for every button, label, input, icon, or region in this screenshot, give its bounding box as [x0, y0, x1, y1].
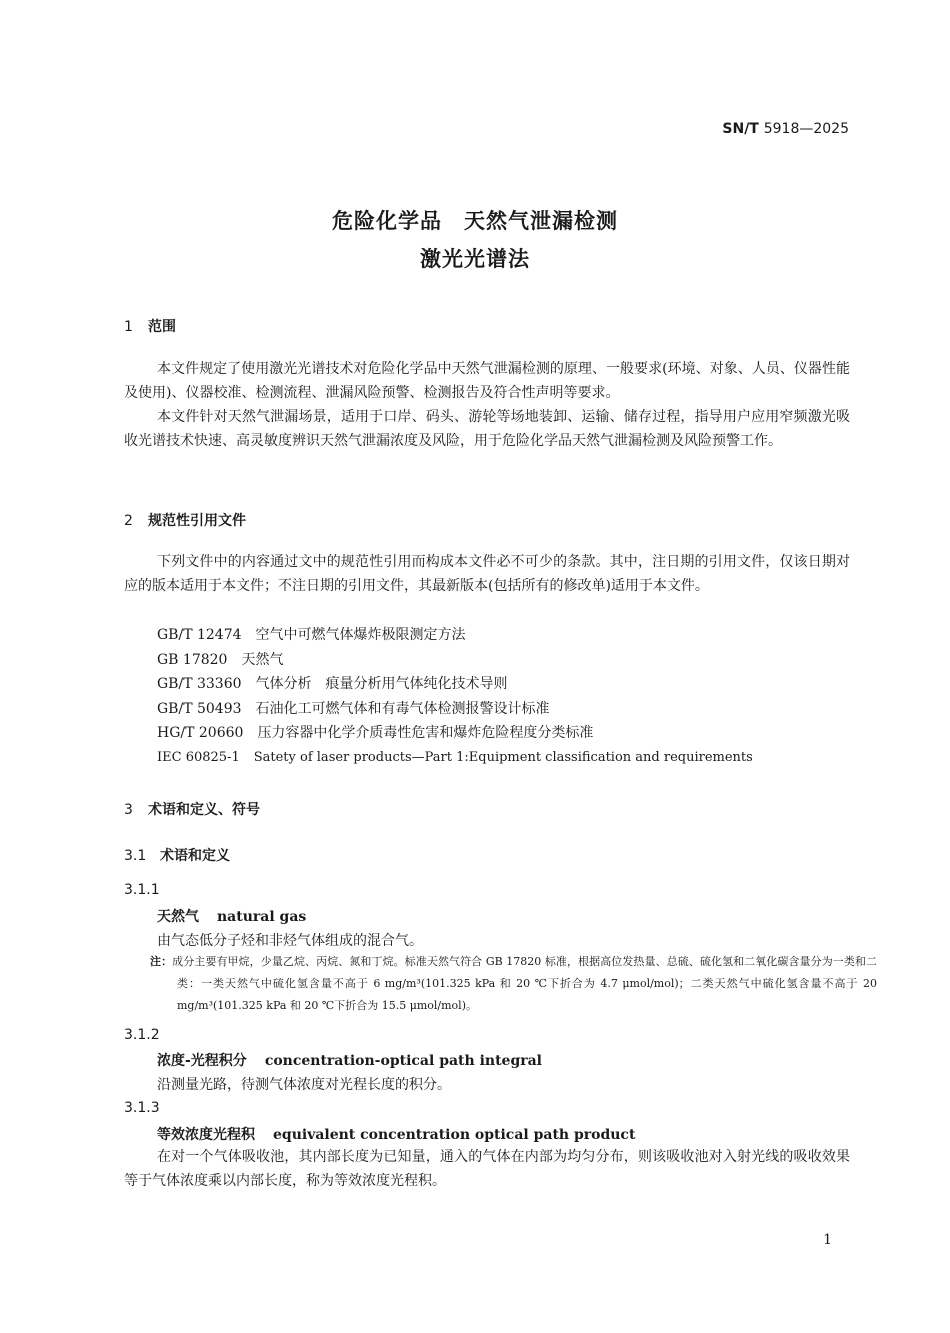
- section-3-heading: [124, 799, 260, 819]
- term-name: [157, 906, 306, 926]
- term-name: [157, 1050, 542, 1070]
- section-title: 范围: [148, 319, 176, 335]
- subsection-number: 3.1: [124, 848, 147, 864]
- reference-title: 石油化工可燃气体和有毒气体检测报警设计标准: [255, 701, 550, 717]
- reference-title: 压力容器中化学介质毒性危害和爆炸危险程度分类标准: [257, 725, 594, 741]
- reference-code: HG/T 20660: [157, 725, 244, 741]
- reference-item: [157, 746, 753, 770]
- term-definition: 沿测量光路，待测气体浓度对光程长度的积分。: [157, 1077, 451, 1093]
- note-text: 成分主要有甲烷，少量乙烷、丙烷、氮和丁烷。标准天然气符合 GB 17820 标准，根据高位发热量、总硫、硫化氢和二氧化碳含量分为一类和二类：一类天然气中硫化氢含量不高于 6 mg/m³(101.325 kPa 和 20 ℃下折合为 4.7 μmol/mol)；二类天然气中硫化氢含量不高于 20 mg/m³(101.325 kPa 和 20 ℃下折合为 15.5 μmol/mol)。: [172, 955, 877, 1012]
- reference-code: GB/T 33360: [157, 676, 242, 692]
- section-number: 2: [124, 513, 133, 529]
- term-name-en: concentration-optical path integral: [264, 1053, 542, 1069]
- reference-title: 气体分析 痕量分析用气体纯化技术导则: [255, 676, 508, 692]
- reference-title: Satety of laser products—Part 1:Equipment classification and requirements: [253, 750, 753, 765]
- term-note: [150, 951, 877, 1017]
- section-2-intro: 下列文件中的内容通过文中的规范性引用而构成本文件必不可少的条款。其中，注日期的引用文件，仅该日期对应的版本适用于本文件；不注日期的引用文件，其最新版本(包括所有的修改单)适用于本文件。: [124, 554, 850, 594]
- subsection-title: 术语和定义: [160, 848, 230, 864]
- section-1-paragraph-1: 本文件规定了使用激光光谱技术对危险化学品中天然气泄漏检测的原理、一般要求(环境、对象、人员、仪器性能及使用)、仪器校准、检测流程、泄漏风险预警、检测报告及符合性声明等要求。: [124, 361, 850, 401]
- standard-number: 5918—2025: [763, 121, 849, 137]
- term-definition: 由气态低分子烃和非烃气体组成的混合气。: [157, 933, 423, 949]
- reference-title: 天然气: [241, 652, 284, 668]
- term-name-zh: 等效浓度光程积: [157, 1127, 255, 1143]
- section-title: 规范性引用文件: [148, 513, 246, 529]
- reference-code: IEC 60825-1: [157, 750, 240, 765]
- page-number: 1: [823, 1232, 832, 1248]
- section-2-heading: [124, 510, 246, 530]
- term-name-zh: 浓度-光程积分: [157, 1053, 247, 1069]
- term-number: 3.1.2: [124, 1027, 160, 1043]
- section-number: 1: [124, 319, 133, 335]
- reference-item: [157, 672, 508, 696]
- title-part-a: 危险化学品: [332, 209, 442, 233]
- standard-prefix: SN/T: [722, 121, 759, 137]
- reference-code: GB/T 12474: [157, 627, 242, 643]
- section-1-heading: [124, 316, 176, 336]
- reference-item: [157, 623, 466, 647]
- reference-code: GB 17820: [157, 652, 228, 668]
- term-definition: 在对一个气体吸收池，其内部长度为已知量，通入的气体在内部为均匀分布，则该吸收池对入射光线的吸收效果等于气体浓度乘以内部长度，称为等效浓度光程积。: [124, 1149, 850, 1189]
- subsection-3-1-heading: [124, 845, 230, 865]
- term-name-zh: 天然气: [157, 909, 199, 925]
- reference-item: [157, 697, 550, 721]
- term-name-en: equivalent concentration optical path product: [273, 1127, 636, 1143]
- section-title: 术语和定义、符号: [148, 802, 260, 818]
- reference-item: [157, 721, 593, 745]
- reference-title: 空气中可燃气体爆炸极限测定方法: [255, 627, 466, 643]
- title-part-b: 天然气泄漏检测: [464, 209, 618, 233]
- term-name: [157, 1124, 635, 1144]
- term-number: 3.1.3: [124, 1100, 160, 1116]
- reference-code: GB/T 50493: [157, 701, 242, 717]
- term-name-en: natural gas: [217, 909, 307, 925]
- standard-code: [722, 121, 849, 137]
- section-1-paragraph-2: 本文件针对天然气泄漏场景，适用于口岸、码头、游轮等场地装卸、运输、储存过程，指导用户应用窄频激光吸收光谱技术快速、高灵敏度辨识天然气泄漏浓度及风险，用于危险化学品天然气泄漏检测及风险预警工作。: [124, 409, 850, 449]
- note-label: 注：: [150, 955, 173, 968]
- document-title-line1: [0, 205, 950, 235]
- reference-item: [157, 648, 283, 672]
- section-number: 3: [124, 802, 133, 818]
- document-title-line2: 激光光谱法: [420, 247, 530, 271]
- term-number: 3.1.1: [124, 882, 160, 898]
